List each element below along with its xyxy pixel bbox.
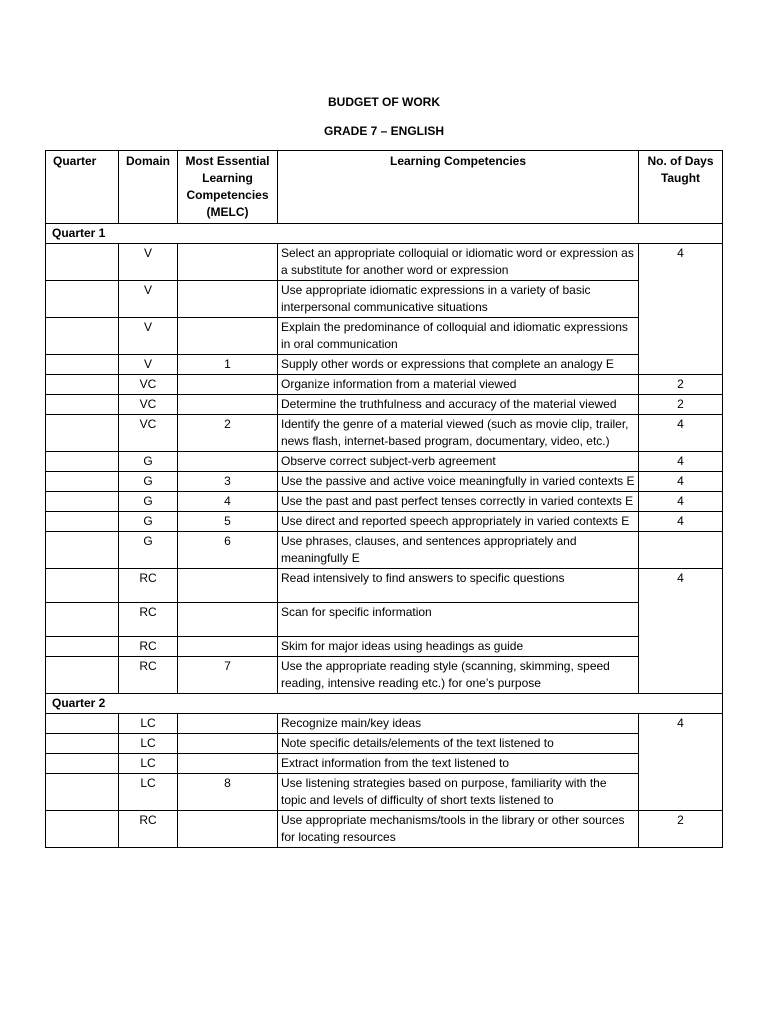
melc-cell bbox=[178, 569, 278, 603]
table-row bbox=[46, 714, 723, 734]
competency-cell: Note specific details/elements of the text listened to bbox=[278, 734, 639, 754]
header-domain: Domain bbox=[119, 151, 178, 224]
competency-cell: Use appropriate idiomatic expressions in a variety of basic interpersonal communicative situations bbox=[278, 281, 639, 318]
competency-cell: Extract information from the text listened to bbox=[278, 754, 639, 774]
quarter-cell bbox=[46, 603, 119, 637]
competency-cell: Use appropriate mechanisms/tools in the library or other sources for locating resources bbox=[278, 811, 639, 848]
table-row bbox=[46, 532, 723, 569]
competency-cell: Skim for major ideas using headings as guide bbox=[278, 637, 639, 657]
competency-cell: Use the past and past perfect tenses correctly in varied contexts E bbox=[278, 492, 639, 512]
melc-cell: 5 bbox=[178, 512, 278, 532]
domain-cell: G bbox=[119, 492, 178, 512]
header-quarter: Quarter bbox=[46, 151, 119, 224]
days-cell: 4 bbox=[639, 492, 723, 512]
melc-cell bbox=[178, 318, 278, 355]
melc-cell bbox=[178, 637, 278, 657]
table-row bbox=[46, 395, 723, 415]
days-cell: 2 bbox=[639, 375, 723, 395]
quarter-cell bbox=[46, 754, 119, 774]
domain-cell: RC bbox=[119, 637, 178, 657]
quarter-cell bbox=[46, 512, 119, 532]
competency-cell: Explain the predominance of colloquial and idiomatic expressions in oral communication bbox=[278, 318, 639, 355]
domain-cell: VC bbox=[119, 375, 178, 395]
quarter-cell bbox=[46, 569, 119, 603]
domain-cell: LC bbox=[119, 754, 178, 774]
table-row bbox=[46, 415, 723, 452]
melc-cell: 3 bbox=[178, 472, 278, 492]
domain-cell: V bbox=[119, 355, 178, 375]
melc-cell bbox=[178, 754, 278, 774]
competency-cell: Scan for specific information bbox=[278, 603, 639, 637]
melc-cell bbox=[178, 714, 278, 734]
table-row bbox=[46, 452, 723, 472]
melc-cell: 2 bbox=[178, 415, 278, 452]
competency-cell: Observe correct subject-verb agreement bbox=[278, 452, 639, 472]
table-row bbox=[46, 734, 723, 754]
table-row bbox=[46, 375, 723, 395]
domain-cell: V bbox=[119, 244, 178, 281]
quarter-2-label: Quarter 2 bbox=[46, 694, 723, 714]
quarter-cell bbox=[46, 472, 119, 492]
domain-cell: LC bbox=[119, 774, 178, 811]
days-cell: 2 bbox=[639, 811, 723, 848]
quarter-cell bbox=[46, 532, 119, 569]
quarter-cell bbox=[46, 492, 119, 512]
domain-cell: RC bbox=[119, 657, 178, 694]
domain-cell: LC bbox=[119, 714, 178, 734]
budget-of-work-table bbox=[45, 150, 723, 848]
quarter-cell bbox=[46, 811, 119, 848]
competency-cell: Supply other words or expressions that complete an analogy E bbox=[278, 355, 639, 375]
quarter-cell bbox=[46, 244, 119, 281]
melc-cell: 1 bbox=[178, 355, 278, 375]
quarter-cell bbox=[46, 395, 119, 415]
quarter-cell bbox=[46, 375, 119, 395]
days-cell: 4 bbox=[639, 244, 723, 375]
melc-cell bbox=[178, 395, 278, 415]
quarter-heading-row bbox=[46, 694, 723, 714]
document-title: BUDGET OF WORK bbox=[328, 95, 440, 109]
table-row bbox=[46, 657, 723, 694]
domain-cell: RC bbox=[119, 603, 178, 637]
days-cell: 2 bbox=[639, 395, 723, 415]
competency-cell: Organize information from a material viewed bbox=[278, 375, 639, 395]
competency-cell: Use the appropriate reading style (scanning, skimming, speed reading, intensive reading etc.) for one’s purpose bbox=[278, 657, 639, 694]
table-row bbox=[46, 811, 723, 848]
header-days: No. of Days Taught bbox=[639, 151, 723, 224]
domain-cell: G bbox=[119, 452, 178, 472]
domain-cell: RC bbox=[119, 811, 178, 848]
domain-cell: VC bbox=[119, 415, 178, 452]
quarter-cell bbox=[46, 637, 119, 657]
header-melc: Most Essential Learning Competencies (MELC) bbox=[178, 151, 278, 224]
domain-cell: V bbox=[119, 318, 178, 355]
table-row bbox=[46, 569, 723, 603]
quarter-cell bbox=[46, 355, 119, 375]
competency-cell: Use the passive and active voice meaningfully in varied contexts E bbox=[278, 472, 639, 492]
table-row bbox=[46, 355, 723, 375]
competency-cell: Use phrases, clauses, and sentences appropriately and meaningfully E bbox=[278, 532, 639, 569]
quarter-cell bbox=[46, 774, 119, 811]
header-row bbox=[46, 151, 723, 224]
melc-cell: 4 bbox=[178, 492, 278, 512]
domain-cell: G bbox=[119, 472, 178, 492]
quarter-cell bbox=[46, 318, 119, 355]
table-row bbox=[46, 603, 723, 637]
table-row bbox=[46, 774, 723, 811]
quarter-cell bbox=[46, 281, 119, 318]
days-cell: 4 bbox=[639, 714, 723, 811]
domain-cell: V bbox=[119, 281, 178, 318]
days-cell: 4 bbox=[639, 472, 723, 492]
table-row bbox=[46, 318, 723, 355]
melc-cell bbox=[178, 452, 278, 472]
melc-cell: 6 bbox=[178, 532, 278, 569]
competency-cell: Use listening strategies based on purpose, familiarity with the topic and levels of difficulty of short texts listened to bbox=[278, 774, 639, 811]
domain-cell: VC bbox=[119, 395, 178, 415]
days-cell: 4 bbox=[639, 415, 723, 452]
melc-cell bbox=[178, 811, 278, 848]
document-subtitle: GRADE 7 – ENGLISH bbox=[323, 124, 445, 138]
quarter-cell bbox=[46, 452, 119, 472]
days-cell bbox=[639, 532, 723, 569]
quarter-1-label: Quarter 1 bbox=[46, 224, 723, 244]
melc-cell bbox=[178, 375, 278, 395]
header-competencies: Learning Competencies bbox=[278, 151, 639, 224]
table-row bbox=[46, 512, 723, 532]
quarter-cell bbox=[46, 734, 119, 754]
competency-cell: Use direct and reported speech appropriately in varied contexts E bbox=[278, 512, 639, 532]
melc-cell bbox=[178, 281, 278, 318]
competency-cell: Determine the truthfulness and accuracy of the material viewed bbox=[278, 395, 639, 415]
table-row bbox=[46, 244, 723, 281]
competency-cell: Select an appropriate colloquial or idiomatic word or expression as a substitute for another word or expression bbox=[278, 244, 639, 281]
competency-cell: Recognize main/key ideas bbox=[278, 714, 639, 734]
table-row bbox=[46, 472, 723, 492]
quarter-heading-row bbox=[46, 224, 723, 244]
table-row bbox=[46, 281, 723, 318]
quarter-cell bbox=[46, 415, 119, 452]
quarter-cell bbox=[46, 657, 119, 694]
melc-cell bbox=[178, 603, 278, 637]
table-row bbox=[46, 754, 723, 774]
melc-cell: 8 bbox=[178, 774, 278, 811]
quarter-cell bbox=[46, 714, 119, 734]
days-cell: 4 bbox=[639, 569, 723, 694]
domain-cell: LC bbox=[119, 734, 178, 754]
table-row bbox=[46, 492, 723, 512]
competency-cell: Identify the genre of a material viewed (such as movie clip, trailer, news flash, internet-based program, documentary, video, etc.) bbox=[278, 415, 639, 452]
days-cell: 4 bbox=[639, 512, 723, 532]
melc-cell bbox=[178, 244, 278, 281]
melc-cell: 7 bbox=[178, 657, 278, 694]
domain-cell: G bbox=[119, 532, 178, 569]
days-cell: 4 bbox=[639, 452, 723, 472]
table-row bbox=[46, 637, 723, 657]
competency-cell: Read intensively to find answers to specific questions bbox=[278, 569, 639, 603]
domain-cell: G bbox=[119, 512, 178, 532]
domain-cell: RC bbox=[119, 569, 178, 603]
melc-cell bbox=[178, 734, 278, 754]
